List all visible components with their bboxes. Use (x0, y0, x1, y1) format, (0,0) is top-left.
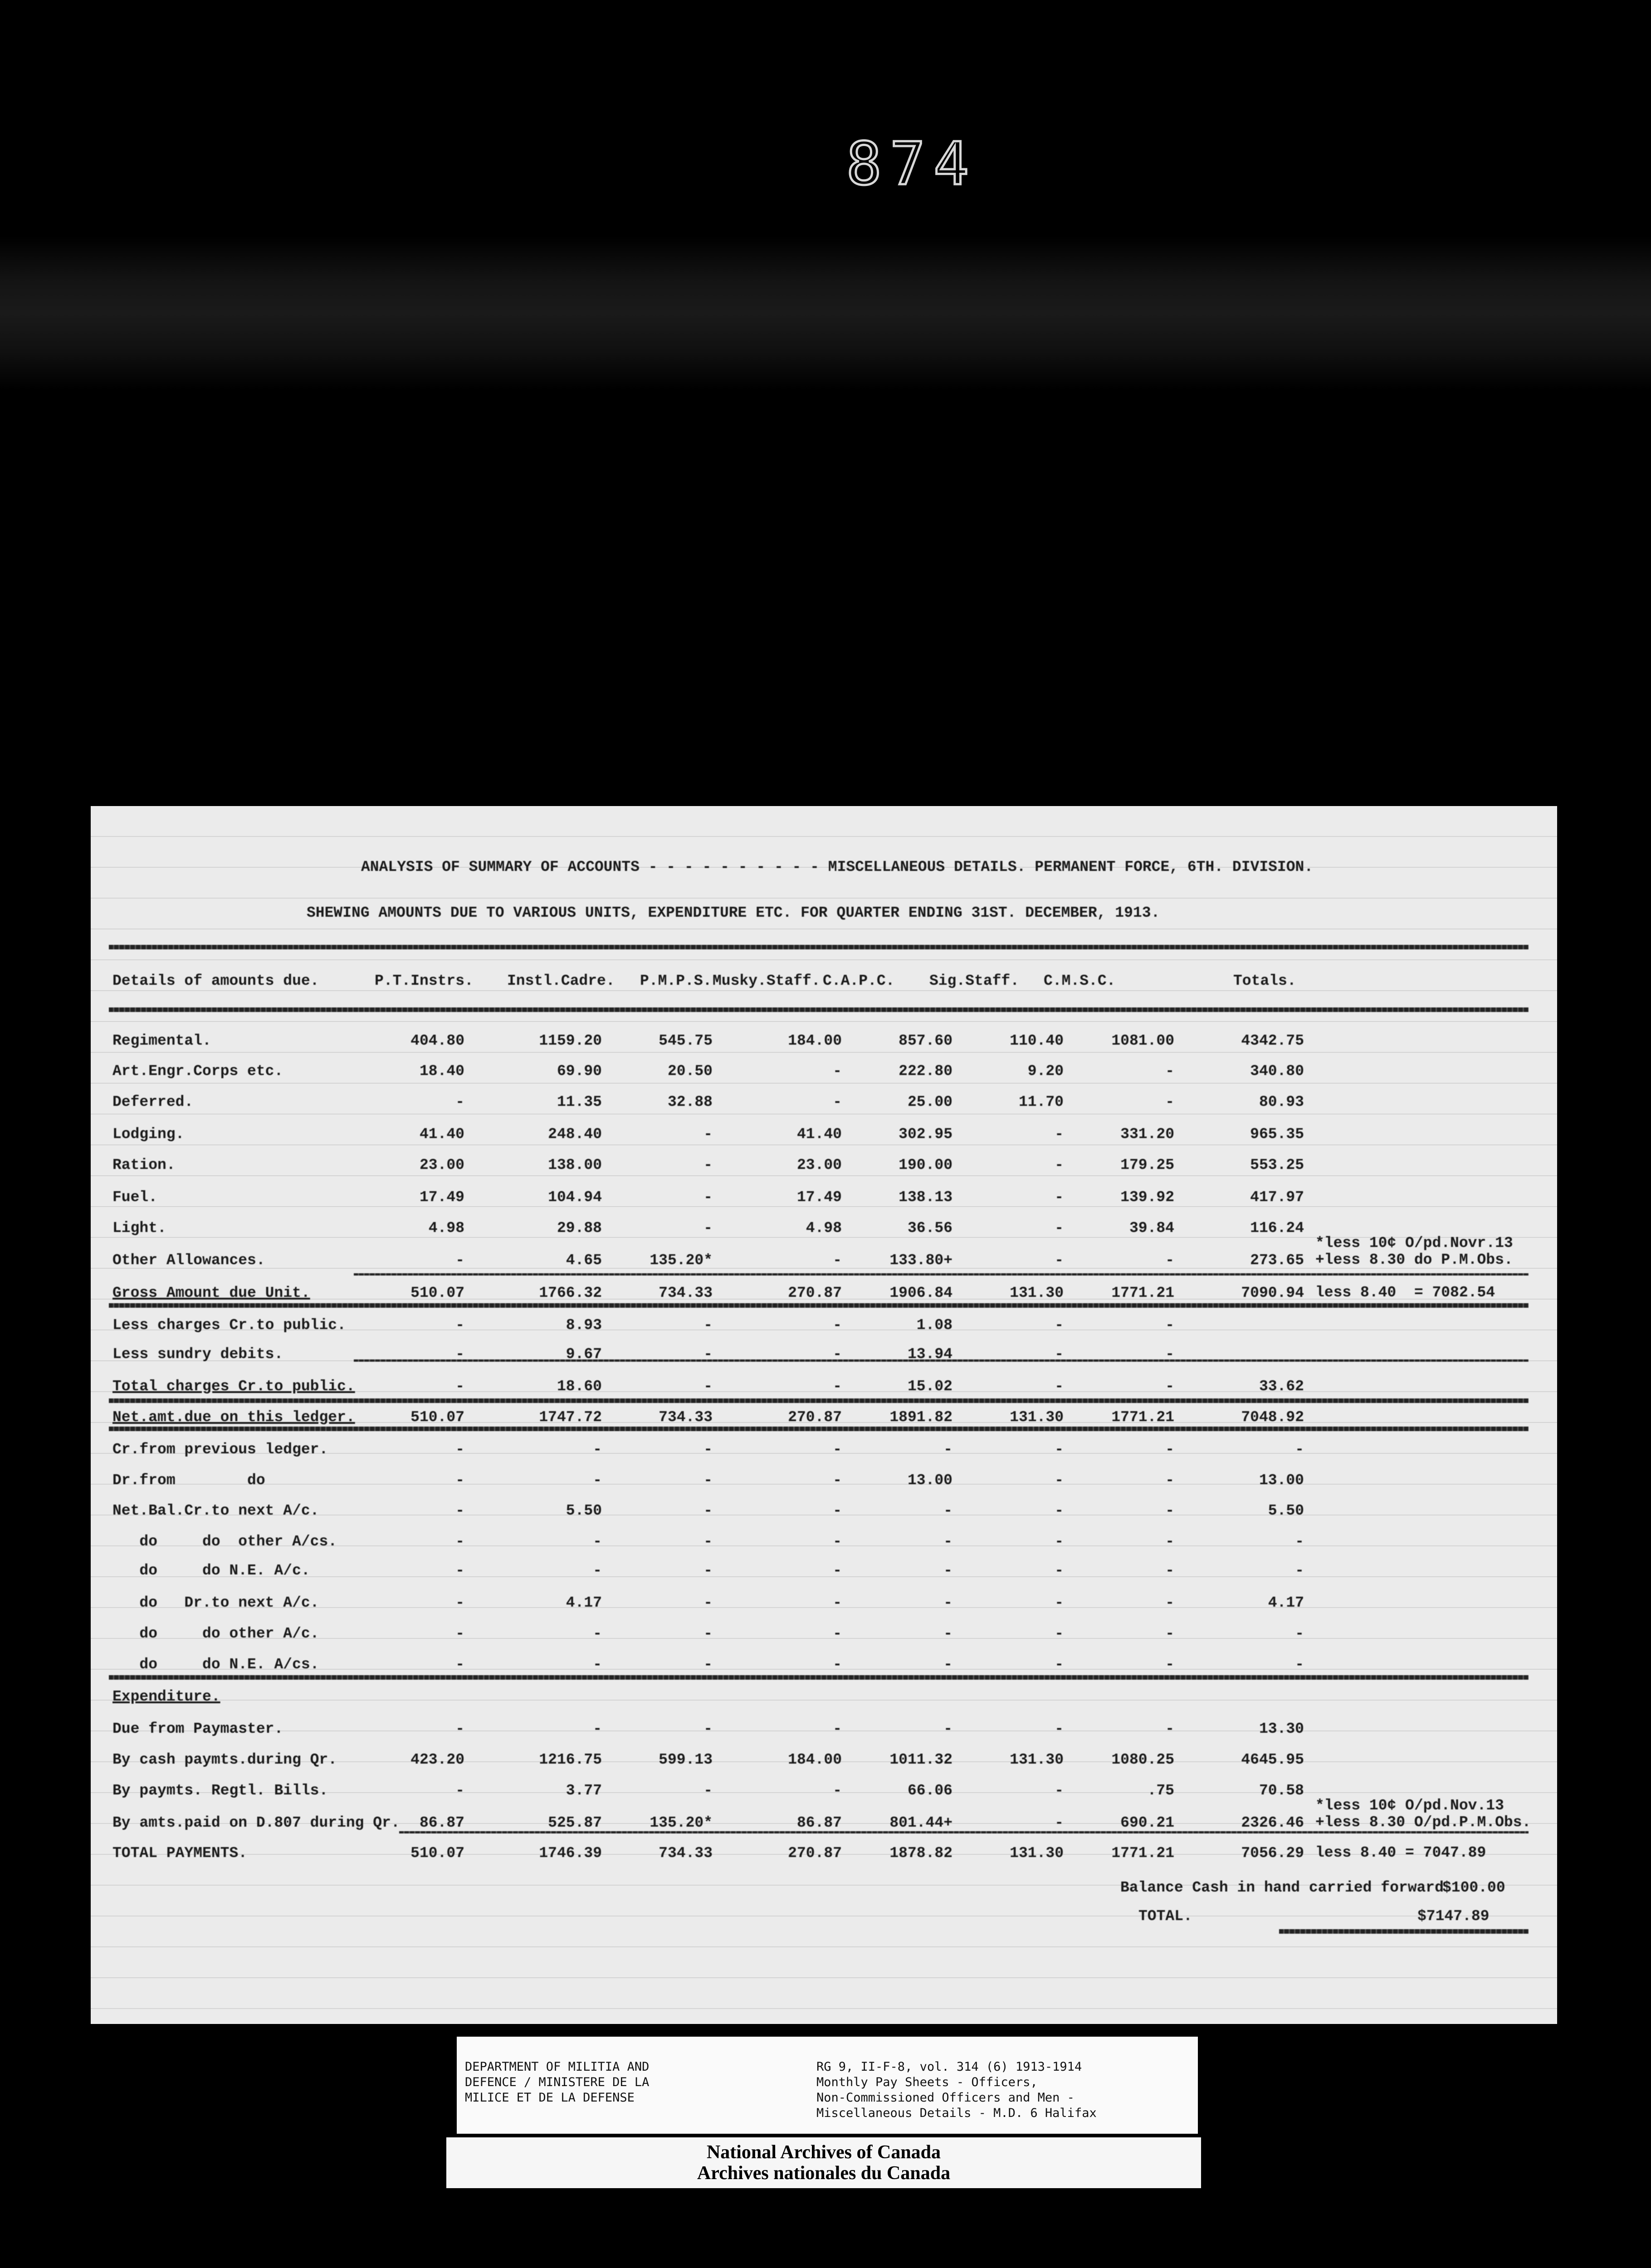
row-value: 139.92 (1120, 1189, 1174, 1206)
row-value: - (1055, 1378, 1064, 1395)
row-value: 222.80 (899, 1063, 952, 1080)
row-value: - (943, 1656, 952, 1673)
row-note: *less 10¢ O/pd.Novr.13 +less 8.30 do P.M.Obs. (1315, 1235, 1513, 1268)
row-label: Less sundry debits. (112, 1346, 283, 1363)
row-total: 13.00 (1259, 1472, 1304, 1489)
balance-label: Balance Cash in hand carried forward (1120, 1879, 1444, 1896)
row-value: - (455, 1782, 464, 1799)
row-value: - (703, 1220, 713, 1237)
row-value: 13.00 (907, 1472, 952, 1489)
row-value: 5.50 (566, 1502, 602, 1519)
archive-reference-label (457, 2037, 1198, 2134)
row-value: - (833, 1502, 842, 1519)
archive-stamp (446, 2137, 1201, 2188)
row-value: 17.49 (419, 1189, 464, 1206)
row-value: - (833, 1063, 842, 1080)
row-total: 80.93 (1259, 1094, 1304, 1110)
row-value: 25.00 (907, 1094, 952, 1110)
row-total: - (1295, 1533, 1304, 1550)
row-value: - (1165, 1441, 1174, 1458)
row-value: - (833, 1346, 842, 1363)
row-value: - (1165, 1721, 1174, 1737)
row-value: 104.94 (548, 1189, 602, 1206)
row-value: 32.88 (667, 1094, 713, 1110)
row-value: 1771.21 (1111, 1409, 1174, 1426)
row-value: 39.84 (1129, 1220, 1174, 1237)
row-value: 184.00 (788, 1751, 842, 1768)
row-total: 5.50 (1268, 1502, 1304, 1519)
row-value: - (1055, 1625, 1064, 1642)
row-value: 599.13 (659, 1751, 713, 1768)
row-value: 41.40 (796, 1126, 842, 1143)
row-value: - (833, 1625, 842, 1642)
row-value: - (1055, 1189, 1064, 1206)
column-header: Sig.Staff. (929, 973, 1020, 989)
row-value: 801.44+ (889, 1814, 952, 1831)
column-header: P.M.P.S. (640, 973, 712, 989)
row-value: 734.33 (659, 1285, 713, 1301)
row-value: - (703, 1378, 713, 1395)
row-value: 20.50 (667, 1063, 713, 1080)
row-total: 13.30 (1259, 1721, 1304, 1737)
row-value: 4.17 (566, 1594, 602, 1611)
row-value: - (703, 1346, 713, 1363)
row-value: 1746.39 (539, 1845, 602, 1862)
row-value: - (455, 1656, 464, 1673)
row-value: 135.20* (650, 1814, 713, 1831)
row-value: 131.30 (1010, 1285, 1064, 1301)
row-value: - (833, 1472, 842, 1489)
row-value: - (833, 1317, 842, 1334)
row-value: 1906.84 (889, 1285, 952, 1301)
row-value: - (833, 1533, 842, 1550)
row-value: - (455, 1533, 464, 1550)
archive-name-fr: Archives nationales du Canada (697, 2163, 951, 2184)
row-label: Gross Amount due Unit. (112, 1285, 310, 1301)
row-label: Less charges Cr.to public. (112, 1317, 346, 1334)
row-value: - (703, 1656, 713, 1673)
row-value: - (455, 1625, 464, 1642)
row-value: - (455, 1346, 464, 1363)
row-value: - (593, 1441, 602, 1458)
department-text: DEPARTMENT OF MILITIA AND DEFENCE / MINISTERE DE LA MILICE ET DE LA DEFENSE (465, 2060, 650, 2105)
row-label: Due from Paymaster. (112, 1721, 283, 1737)
row-label: By paymts. Regtl. Bills. (112, 1782, 328, 1799)
row-value: - (1055, 1220, 1064, 1237)
document-title: ANALYSIS OF SUMMARY OF ACCOUNTS - - - - - - - - - - MISCELLANEOUS DETAILS. PERMANENT FORCE, 6TH. DIVISION. (361, 859, 1314, 875)
row-value: - (1165, 1252, 1174, 1269)
row-value: 545.75 (659, 1032, 713, 1049)
row-value: 110.40 (1010, 1032, 1064, 1049)
row-value: 302.95 (899, 1126, 952, 1143)
row-label: Total charges Cr.to public. (112, 1378, 355, 1395)
row-value: 1771.21 (1111, 1285, 1174, 1301)
header-rule-bottom (109, 1007, 1529, 1012)
row-label: do do other A/c. (112, 1625, 319, 1642)
row-value: 133.80+ (889, 1252, 952, 1269)
column-header: Totals. (1233, 973, 1296, 989)
row-value: 8.93 (566, 1317, 602, 1334)
row-value: 270.87 (788, 1845, 842, 1862)
row-value: 857.60 (899, 1032, 952, 1049)
row-label: Regimental. (112, 1032, 211, 1049)
row-value: 4.98 (428, 1220, 464, 1237)
row-value: - (833, 1721, 842, 1737)
row-value: - (1055, 1782, 1064, 1799)
row-value: 331.20 (1120, 1126, 1174, 1143)
row-value: 734.33 (659, 1409, 713, 1426)
row-label: By cash paymts.during Qr. (112, 1751, 337, 1768)
row-value: 131.30 (1010, 1845, 1064, 1862)
row-value: 270.87 (788, 1285, 842, 1301)
archive-name-en: National Archives of Canada (706, 2142, 941, 2163)
row-total: 417.97 (1250, 1189, 1304, 1206)
row-label: Dr.from do (112, 1472, 265, 1489)
row-label: By amts.paid on D.807 during Qr. (112, 1814, 400, 1831)
row-value: 3.77 (566, 1782, 602, 1799)
row-value: - (593, 1533, 602, 1550)
row-value: 510.07 (410, 1409, 464, 1426)
row-value: - (455, 1502, 464, 1519)
row-value: - (593, 1472, 602, 1489)
row-value: - (1055, 1594, 1064, 1611)
row-value: - (833, 1252, 842, 1269)
row-value: - (703, 1625, 713, 1642)
row-value: - (943, 1533, 952, 1550)
row-value: - (703, 1472, 713, 1489)
row-value: 1766.32 (539, 1285, 602, 1301)
row-value: 9.67 (566, 1346, 602, 1363)
row-total: - (1295, 1625, 1304, 1642)
column-header: Details of amounts due. (112, 973, 319, 989)
row-note: *less 10¢ O/pd.Nov.13 +less 8.30 O/pd.P.M.Obs. (1315, 1797, 1531, 1831)
row-label: Net.Bal.Cr.to next A/c. (112, 1502, 319, 1519)
row-value: - (1165, 1063, 1174, 1080)
row-value: 86.87 (796, 1814, 842, 1831)
row-label: do do other A/cs. (112, 1533, 337, 1550)
row-value: - (1055, 1814, 1064, 1831)
row-total: 70.58 (1259, 1782, 1304, 1799)
balance-amount: $100.00 (1442, 1879, 1505, 1896)
row-value: 69.90 (557, 1063, 602, 1080)
row-value: - (833, 1562, 842, 1579)
row-value: - (943, 1594, 952, 1611)
row-value: 423.20 (410, 1751, 464, 1768)
row-value: 4.98 (806, 1220, 842, 1237)
row-total: 965.35 (1250, 1126, 1304, 1143)
row-value: - (455, 1562, 464, 1579)
row-value: 4.65 (566, 1252, 602, 1269)
row-value: 86.87 (419, 1814, 464, 1831)
row-value: - (593, 1721, 602, 1737)
row-label: Art.Engr.Corps etc. (112, 1063, 283, 1080)
row-value: 1081.00 (1111, 1032, 1174, 1049)
row-total: 340.80 (1250, 1063, 1304, 1080)
row-value: - (703, 1562, 713, 1579)
net-rule (109, 1427, 1529, 1431)
grand-total-label: TOTAL. (1138, 1908, 1192, 1925)
row-total: - (1295, 1441, 1304, 1458)
row-value: 1771.21 (1111, 1845, 1174, 1862)
column-header: C.M.S.C. (1044, 973, 1116, 989)
row-label: do Dr.to next A/c. (112, 1594, 319, 1611)
row-note: less 8.40 = 7047.89 (1315, 1844, 1486, 1861)
row-value: - (455, 1094, 464, 1110)
row-value: - (455, 1378, 464, 1395)
row-value: - (833, 1094, 842, 1110)
row-value: - (943, 1502, 952, 1519)
row-value: .75 (1147, 1782, 1174, 1799)
row-value: - (593, 1562, 602, 1579)
row-value: 11.35 (557, 1094, 602, 1110)
row-value: - (703, 1126, 713, 1143)
row-value: 138.00 (548, 1157, 602, 1173)
row-total: 4645.95 (1241, 1751, 1304, 1768)
row-total: 273.65 (1250, 1252, 1304, 1269)
row-note: less 8.40 = 7082.54 (1315, 1284, 1495, 1301)
row-value: - (455, 1317, 464, 1334)
row-value: - (1165, 1594, 1174, 1611)
row-total: 7048.92 (1241, 1409, 1304, 1426)
row-label: TOTAL PAYMENTS. (112, 1845, 248, 1862)
row-value: - (1055, 1346, 1064, 1363)
row-value: - (833, 1656, 842, 1673)
row-value: 1878.82 (889, 1845, 952, 1862)
row-total: 4.17 (1268, 1594, 1304, 1611)
grand-total-amount: $7147.89 (1417, 1908, 1490, 1925)
row-value: - (455, 1472, 464, 1489)
ledger-sheet (91, 806, 1557, 2024)
row-value: - (455, 1252, 464, 1269)
row-value: - (593, 1625, 602, 1642)
row-total: 7056.29 (1241, 1845, 1304, 1862)
subtotal-rule (354, 1273, 1529, 1276)
row-label: Lodging. (112, 1126, 185, 1143)
header-rule-top (109, 945, 1529, 949)
column-header: C.A.P.C. (823, 973, 895, 989)
row-value: - (1055, 1317, 1064, 1334)
row-value: - (1055, 1157, 1064, 1173)
row-value: 248.40 (548, 1126, 602, 1143)
row-label: Deferred. (112, 1094, 194, 1110)
folio-number: 874 (846, 129, 977, 198)
row-value: - (703, 1721, 713, 1737)
row-value: 179.25 (1120, 1157, 1174, 1173)
row-value: 131.30 (1010, 1751, 1064, 1768)
row-value: 270.87 (788, 1409, 842, 1426)
row-label: Net.amt.due on this ledger. (112, 1409, 355, 1426)
row-value: 13.94 (907, 1346, 952, 1363)
row-value: - (703, 1317, 713, 1334)
row-value: 1159.20 (539, 1032, 602, 1049)
row-value: - (703, 1502, 713, 1519)
row-value: 138.13 (899, 1189, 952, 1206)
row-value: - (833, 1441, 842, 1458)
row-value: 525.87 (548, 1814, 602, 1831)
row-label: Fuel. (112, 1189, 158, 1206)
row-value: - (943, 1562, 952, 1579)
row-total: 7090.94 (1241, 1285, 1304, 1301)
row-value: 404.80 (410, 1032, 464, 1049)
balances-rule (109, 1675, 1529, 1680)
row-value: - (1165, 1562, 1174, 1579)
gross-rule (109, 1303, 1529, 1308)
column-header: Instl.Cadre. (507, 973, 615, 989)
row-value: 9.20 (1027, 1063, 1064, 1080)
row-value: 1747.72 (539, 1409, 602, 1426)
row-value: - (703, 1533, 713, 1550)
row-value: 190.00 (899, 1157, 952, 1173)
total-charges-rule (109, 1398, 1529, 1403)
row-value: - (1055, 1502, 1064, 1519)
row-value: - (455, 1594, 464, 1611)
row-value: - (1165, 1346, 1174, 1363)
row-value: 11.70 (1018, 1094, 1064, 1110)
row-value: 135.20* (650, 1252, 713, 1269)
column-header: Musky.Staff. (713, 973, 821, 989)
row-label: do do N.E. A/c. (112, 1562, 310, 1579)
row-label: Expenditure. (112, 1688, 220, 1705)
row-total: 116.24 (1250, 1220, 1304, 1237)
row-value: - (1165, 1625, 1174, 1642)
row-value: 510.07 (410, 1845, 464, 1862)
row-value: - (1055, 1656, 1064, 1673)
row-label: Ration. (112, 1157, 176, 1173)
row-value: - (1055, 1126, 1064, 1143)
row-total: - (1295, 1562, 1304, 1579)
row-total: 33.62 (1259, 1378, 1304, 1395)
row-value: 15.02 (907, 1378, 952, 1395)
row-value: 36.56 (907, 1220, 952, 1237)
row-value: - (833, 1378, 842, 1395)
row-value: 510.07 (410, 1285, 464, 1301)
row-value: - (1165, 1502, 1174, 1519)
reference-text: RG 9, II-F-8, vol. 314 (6) 1913-1914 Monthly Pay Sheets - Officers, Non-Commissioned Officers and Men - Miscellaneous Details - M.D. 6 Halifax (816, 2060, 1097, 2120)
row-value: - (1055, 1533, 1064, 1550)
row-label: Light. (112, 1220, 166, 1237)
row-value: - (1055, 1472, 1064, 1489)
row-value: - (455, 1721, 464, 1737)
row-value: - (1055, 1441, 1064, 1458)
row-value: 29.88 (557, 1220, 602, 1237)
row-total: 2326.46 (1241, 1814, 1304, 1831)
row-value: - (833, 1782, 842, 1799)
row-value: - (1055, 1562, 1064, 1579)
row-total: 4342.75 (1241, 1032, 1304, 1049)
row-value: - (1055, 1721, 1064, 1737)
row-value: 1080.25 (1111, 1751, 1174, 1768)
row-value: - (1165, 1472, 1174, 1489)
row-value: - (703, 1189, 713, 1206)
row-value: - (943, 1625, 952, 1642)
row-value: - (1165, 1094, 1174, 1110)
document-subtitle: SHEWING AMOUNTS DUE TO VARIOUS UNITS, EXPENDITURE ETC. FOR QUARTER ENDING 31ST. DECEMBER, 1913. (307, 904, 1160, 921)
row-value: 734.33 (659, 1845, 713, 1862)
row-value: - (593, 1656, 602, 1673)
row-value: 23.00 (419, 1157, 464, 1173)
row-value: 17.49 (796, 1189, 842, 1206)
row-value: 18.40 (419, 1063, 464, 1080)
row-label: do do N.E. A/cs. (112, 1656, 319, 1673)
row-value: - (703, 1441, 713, 1458)
row-value: - (1165, 1656, 1174, 1673)
row-total: 553.25 (1250, 1157, 1304, 1173)
grand-total-rule (1279, 1929, 1529, 1934)
row-value: - (833, 1594, 842, 1611)
row-value: - (1165, 1533, 1174, 1550)
row-value: - (1165, 1317, 1174, 1334)
row-label: Other Allowances. (112, 1252, 265, 1269)
row-value: 184.00 (788, 1032, 842, 1049)
row-label: Cr.from previous ledger. (112, 1441, 328, 1458)
row-value: 1891.82 (889, 1409, 952, 1426)
scan-background-band (0, 236, 1651, 390)
row-value: - (1165, 1378, 1174, 1395)
row-value: - (703, 1594, 713, 1611)
row-value: 18.60 (557, 1378, 602, 1395)
row-value: 1011.32 (889, 1751, 952, 1768)
row-value: 41.40 (419, 1126, 464, 1143)
row-value: - (703, 1157, 713, 1173)
row-value: - (1055, 1252, 1064, 1269)
row-value: 690.21 (1120, 1814, 1174, 1831)
row-total: - (1295, 1656, 1304, 1673)
row-value: - (943, 1721, 952, 1737)
row-value: 66.06 (907, 1782, 952, 1799)
row-value: 23.00 (796, 1157, 842, 1173)
row-value: - (703, 1782, 713, 1799)
row-value: - (455, 1441, 464, 1458)
row-value: 131.30 (1010, 1409, 1064, 1426)
column-header: P.T.Instrs. (375, 973, 474, 989)
row-value: 1216.75 (539, 1751, 602, 1768)
row-value: 1.08 (916, 1317, 952, 1334)
row-value: - (943, 1441, 952, 1458)
